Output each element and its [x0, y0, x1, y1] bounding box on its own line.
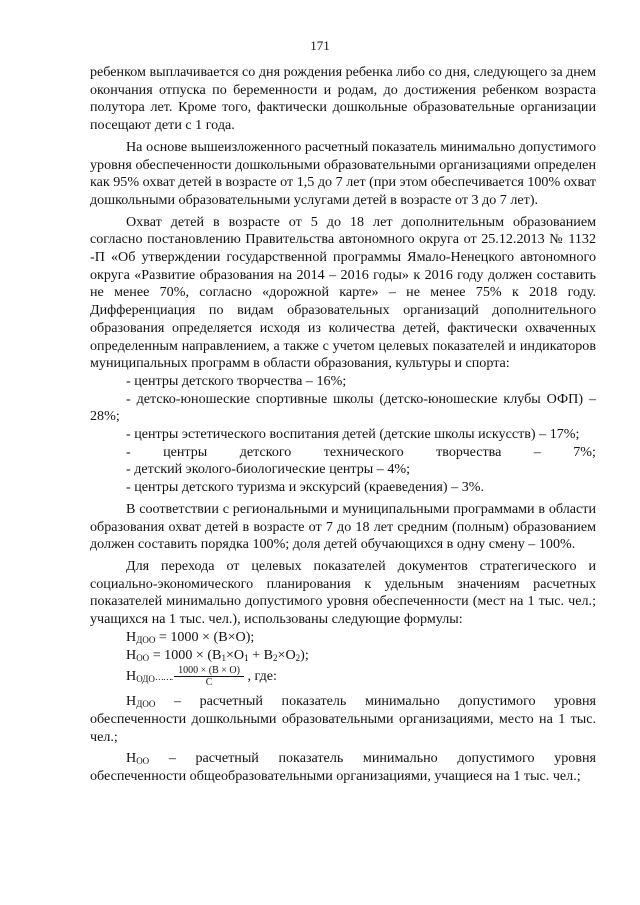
document-body: [90, 64, 596, 786]
definition-1: $Н_{ДОО}$ – расчетный показатель минимально допустимого уровня обеспеченности дошкольными образовательными организациями, место на 1 тыс. чел.;: [90, 693, 596, 745]
list-item-3: - центры эстетического воспитания детей (детские школы искусств) – 17%;: [126, 426, 580, 443]
fraction: $\frac{1000 \times (В \times О)}{С}$: [174, 665, 244, 688]
formula-1: $Н_{ДОО} = 1000 \times (В\times О)$;: [126, 628, 255, 645]
paragraph-1: ребенком выплачивается со дня рождения ребенка либо со дня, следующего за днем окончания отпуска по беременности и родам, до достижения ребенком возраста полутора лет. Кроме того, фактически дошкольные образовательные организации посещают дети с 1 года.: [90, 64, 596, 134]
formula-3: $Н_{ОДО}\dots\dots$. $\frac{1000 \times (В \times О)}{С}$ , где:: [126, 665, 277, 689]
formula-2: $Н_{ОО} = 1000 \times (В_1\times О_1 + В_2\times О_2)$;: [126, 646, 309, 663]
paragraph-2: На основе вышеизложенного расчетный показатель минимально допустимого уровня обеспеченности дошкольными образовательными организациями определен как 95% охват детей в возрасте от 1,5 до 7 лет (при этом обеспечивается 100% охват дошкольными образовательными услугами детей в возрасте от 3 до 7 лет).: [90, 138, 596, 208]
paragraph-5: Для перехода от целевых показателей документов стратегического и социально-экономического планирования к удельным значениям расчетных показателей минимально допустимого уровня обеспеченности (мест на 1 тыс. чел.; учащихся на 1 тыс. чел.), использованы следующие формулы:: [90, 557, 596, 628]
list-item-5: - детский эколого-биологические центры – 4%;: [126, 461, 411, 478]
list-item-6: - центры детского туризма и экскурсий (краеведения) – 3%.: [126, 479, 484, 496]
list-item-4: - центры детского технического творчества – 7%;: [126, 443, 596, 460]
list-item-1: - центры детского творчества – 16%;: [126, 372, 347, 389]
definition-2: $Н_{ОО}$ – расчетный показатель минимально допустимого уровня обеспеченности общеобразовательными организациями, учащиеся на 1 тыс. чел.;: [90, 750, 596, 785]
paragraph-3: Охват детей в возрасте от 5 до 18 лет дополнительным образованием согласно постановлению Правительства автономного округа от 25.12.2013 № 1132 -П «Об утверждении государственной программы Ямало-Ненецкого автономного округа «Развитие образования на 2014 – 2016 годы» к 2016 году должен составить не менее 70%, согласно «дорожной карте» – не менее 75% к 2018 году. Дифференциация по видам образовательных организаций дополнительного образования определяется исходя из количества детей, фактически охваченных определенным направлением, а также с учетом целевых показателей и индикаторов муниципальных программ в области образования, культуры и спорта:: [90, 213, 596, 372]
page-number: 171: [310, 38, 330, 53]
paragraph-4: В соответствии с региональными и муниципальными программами в области образования охват детей в возрасте от 7 до 18 лет средним (полным) образованием должен составить порядка 100%; доля детей обучающихся в одну смену – 100%.: [90, 500, 596, 553]
list-item-2: - детско-юношеские спортивные школы (детско-юношеские клубы ОФП) – 28%;: [90, 390, 596, 425]
